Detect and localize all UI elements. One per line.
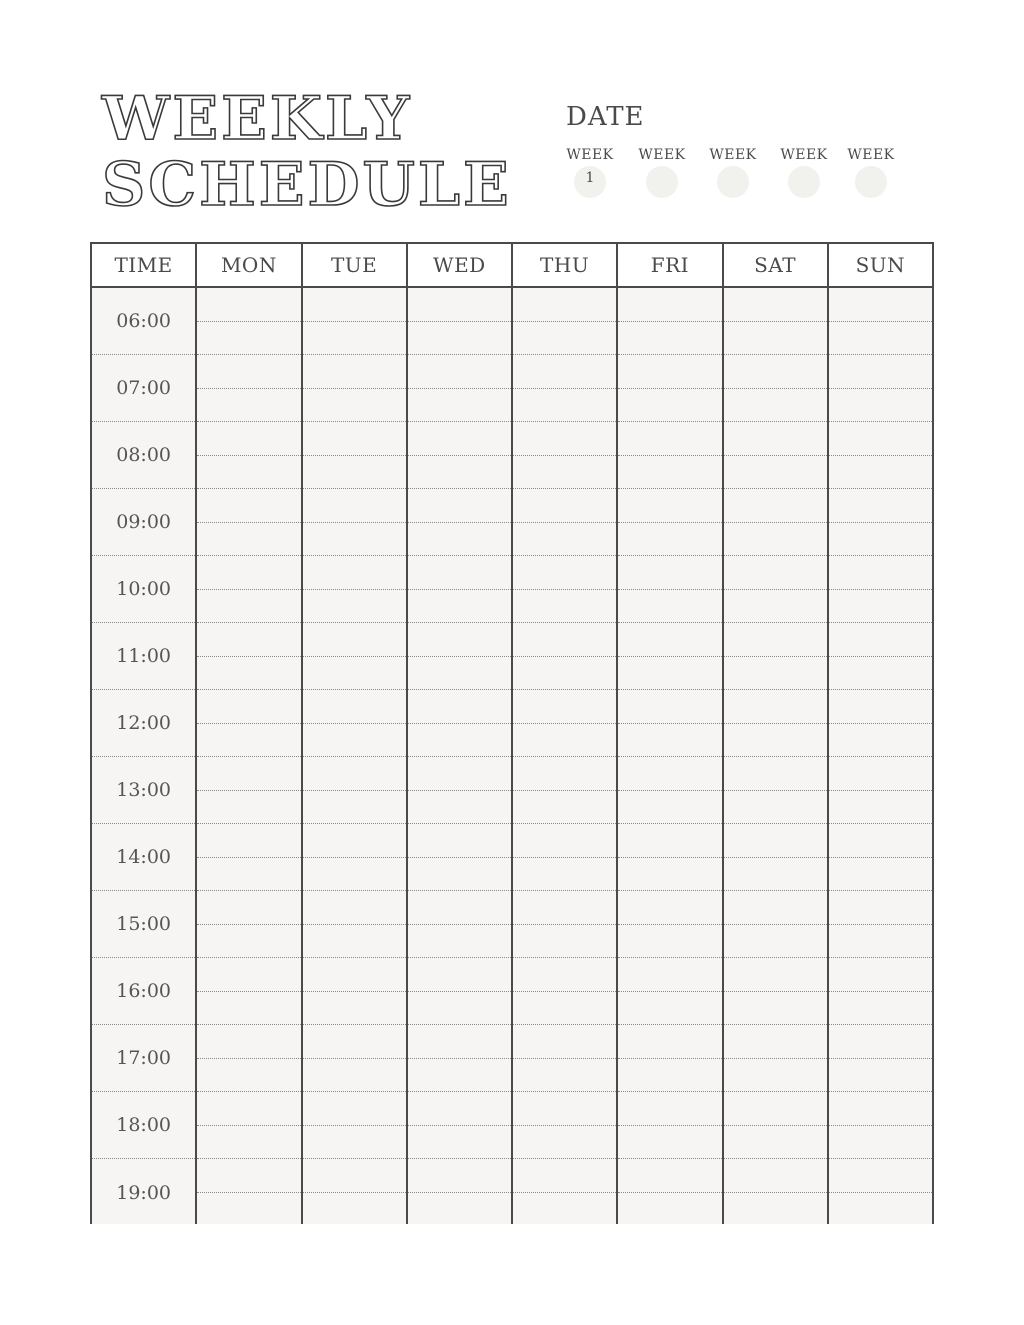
title-line-2: SCHEDULE <box>102 150 512 220</box>
time-slot: 15:00 <box>92 891 195 958</box>
schedule-cell[interactable] <box>408 1092 511 1159</box>
schedule-cell[interactable] <box>829 1092 932 1159</box>
schedule-cell[interactable] <box>618 623 721 690</box>
time-slot: 18:00 <box>92 1092 195 1159</box>
schedule-cell[interactable] <box>408 355 511 422</box>
schedule-cell[interactable] <box>618 1159 721 1226</box>
week-item-5[interactable] <box>841 146 901 198</box>
schedule-cell[interactable] <box>197 489 300 556</box>
title-line-1: WEEKLY <box>102 84 413 154</box>
schedule-cell[interactable] <box>829 1159 932 1226</box>
time-slot: 10:00 <box>92 556 195 623</box>
schedule-cell[interactable] <box>618 757 721 824</box>
time-slot: 08:00 <box>92 422 195 489</box>
schedule-cell[interactable] <box>829 891 932 958</box>
schedule-cell[interactable] <box>513 824 616 891</box>
schedule-cell[interactable] <box>303 422 406 489</box>
week-item-2[interactable] <box>632 146 692 198</box>
schedule-cell[interactable] <box>197 1025 300 1092</box>
week-label: WEEK <box>780 147 828 163</box>
schedule-cell[interactable] <box>724 288 827 355</box>
schedule-cell[interactable] <box>724 958 827 1025</box>
schedule-cell[interactable] <box>829 288 932 355</box>
time-slot: 11:00 <box>92 623 195 690</box>
schedule-cell[interactable] <box>829 556 932 623</box>
header-time: TIME <box>92 244 197 286</box>
schedule-cell[interactable] <box>197 757 300 824</box>
week-label: WEEK <box>638 147 686 163</box>
schedule-cell[interactable] <box>513 288 616 355</box>
time-slot: 16:00 <box>92 958 195 1025</box>
schedule-cell[interactable] <box>408 422 511 489</box>
schedule-cell[interactable] <box>618 690 721 757</box>
week-circle[interactable] <box>717 166 749 198</box>
schedule-cell[interactable] <box>829 690 932 757</box>
schedule-header <box>92 244 932 288</box>
schedule-cell[interactable] <box>408 1025 511 1092</box>
schedule-cell[interactable] <box>303 690 406 757</box>
schedule-cell[interactable] <box>618 355 721 422</box>
time-slot: 14:00 <box>92 824 195 891</box>
time-slot: 17:00 <box>92 1025 195 1092</box>
schedule-cell[interactable] <box>513 422 616 489</box>
day-column-tue <box>303 288 408 1224</box>
time-slot: 13:00 <box>92 757 195 824</box>
header-wed: WED <box>408 244 513 286</box>
schedule-cell[interactable] <box>197 891 300 958</box>
week-item-4[interactable] <box>774 146 834 198</box>
schedule-cell[interactable] <box>197 288 300 355</box>
schedule-body <box>92 288 932 1224</box>
week-selector <box>560 146 920 206</box>
header-fri: FRI <box>618 244 723 286</box>
schedule-cell[interactable] <box>618 489 721 556</box>
time-slot: 12:00 <box>92 690 195 757</box>
time-slot: 06:00 <box>92 288 195 355</box>
week-circle[interactable] <box>855 166 887 198</box>
schedule-cell[interactable] <box>618 288 721 355</box>
schedule-cell[interactable] <box>303 489 406 556</box>
date-label: DATE <box>566 102 645 132</box>
schedule-cell[interactable] <box>513 556 616 623</box>
schedule-cell[interactable] <box>303 1159 406 1226</box>
schedule-cell[interactable] <box>408 489 511 556</box>
schedule-cell[interactable] <box>724 556 827 623</box>
header-sun: SUN <box>855 253 906 277</box>
schedule-cell[interactable] <box>197 690 300 757</box>
schedule-cell[interactable] <box>724 1159 827 1226</box>
schedule-table <box>90 242 934 1224</box>
schedule-cell[interactable] <box>197 355 300 422</box>
week-label: WEEK <box>566 147 614 163</box>
week-item-3[interactable] <box>703 146 763 198</box>
schedule-cell[interactable] <box>513 1025 616 1092</box>
schedule-cell[interactable] <box>724 1092 827 1159</box>
schedule-cell[interactable] <box>513 757 616 824</box>
schedule-cell[interactable] <box>408 824 511 891</box>
schedule-cell[interactable] <box>724 891 827 958</box>
day-column-thu <box>513 288 618 1224</box>
schedule-cell[interactable] <box>724 1025 827 1092</box>
schedule-cell[interactable] <box>829 958 932 1025</box>
week-circle[interactable] <box>788 166 820 198</box>
schedule-cell[interactable] <box>408 690 511 757</box>
schedule-cell[interactable] <box>303 757 406 824</box>
schedule-cell[interactable] <box>513 690 616 757</box>
schedule-cell[interactable] <box>829 1025 932 1092</box>
schedule-cell[interactable] <box>197 1092 300 1159</box>
schedule-cell[interactable] <box>724 690 827 757</box>
day-column-fri <box>618 288 723 1224</box>
week-item-1[interactable] <box>560 146 620 198</box>
schedule-cell[interactable] <box>197 422 300 489</box>
schedule-cell[interactable] <box>513 489 616 556</box>
schedule-cell[interactable] <box>724 489 827 556</box>
schedule-cell[interactable] <box>829 489 932 556</box>
schedule-cell[interactable] <box>303 891 406 958</box>
schedule-cell[interactable] <box>724 623 827 690</box>
day-column-wed <box>408 288 513 1224</box>
schedule-cell[interactable] <box>724 824 827 891</box>
schedule-cell[interactable] <box>303 623 406 690</box>
schedule-cell[interactable] <box>408 556 511 623</box>
schedule-cell[interactable] <box>408 757 511 824</box>
schedule-cell[interactable] <box>303 1092 406 1159</box>
schedule-cell[interactable] <box>829 355 932 422</box>
schedule-cell[interactable] <box>197 623 300 690</box>
schedule-cell[interactable] <box>829 623 932 690</box>
week-circle[interactable]: 1 <box>574 166 606 198</box>
schedule-cell[interactable] <box>829 824 932 891</box>
day-column-sat <box>724 288 829 1224</box>
schedule-cell[interactable] <box>724 355 827 422</box>
header-mon: MON <box>197 244 302 286</box>
schedule-cell[interactable] <box>618 556 721 623</box>
page-title <box>102 84 512 220</box>
schedule-cell[interactable] <box>408 891 511 958</box>
schedule-cell[interactable] <box>303 958 406 1025</box>
schedule-cell[interactable] <box>408 288 511 355</box>
header-tue: TUE <box>303 244 408 286</box>
schedule-cell[interactable] <box>618 422 721 489</box>
schedule-cell[interactable] <box>513 958 616 1025</box>
header-sat: SAT <box>724 244 829 286</box>
time-slot: 09:00 <box>92 489 195 556</box>
time-slot: 19:00 <box>116 1181 171 1204</box>
schedule-cell[interactable] <box>618 1025 721 1092</box>
schedule-cell[interactable] <box>408 1159 511 1226</box>
schedule-cell[interactable] <box>197 824 300 891</box>
schedule-cell[interactable] <box>197 958 300 1025</box>
day-column-mon <box>197 288 302 1224</box>
schedule-cell[interactable] <box>618 1092 721 1159</box>
schedule-cell[interactable] <box>829 757 932 824</box>
schedule-cell[interactable] <box>303 1025 406 1092</box>
schedule-cell[interactable] <box>618 891 721 958</box>
schedule-cell[interactable] <box>618 958 721 1025</box>
schedule-cell[interactable] <box>303 556 406 623</box>
schedule-cell[interactable] <box>513 891 616 958</box>
schedule-cell[interactable] <box>829 422 932 489</box>
schedule-cell[interactable] <box>513 623 616 690</box>
schedule-cell[interactable] <box>618 824 721 891</box>
schedule-cell[interactable] <box>197 556 300 623</box>
time-column <box>92 288 197 1224</box>
time-slot: 07:00 <box>92 355 195 422</box>
schedule-cell[interactable] <box>513 355 616 422</box>
week-label: WEEK <box>847 147 895 163</box>
week-circle[interactable] <box>646 166 678 198</box>
schedule-cell[interactable] <box>303 355 406 422</box>
day-column-sun <box>829 288 932 1224</box>
schedule-cell[interactable] <box>303 288 406 355</box>
week-label: WEEK <box>709 147 757 163</box>
schedule-cell[interactable] <box>513 1092 616 1159</box>
schedule-cell[interactable] <box>303 824 406 891</box>
header-thu: THU <box>513 244 618 286</box>
schedule-cell[interactable] <box>724 422 827 489</box>
schedule-cell[interactable] <box>197 1159 300 1226</box>
schedule-cell[interactable] <box>408 958 511 1025</box>
schedule-cell[interactable] <box>724 757 827 824</box>
schedule-cell[interactable] <box>513 1159 616 1226</box>
schedule-cell[interactable] <box>408 623 511 690</box>
